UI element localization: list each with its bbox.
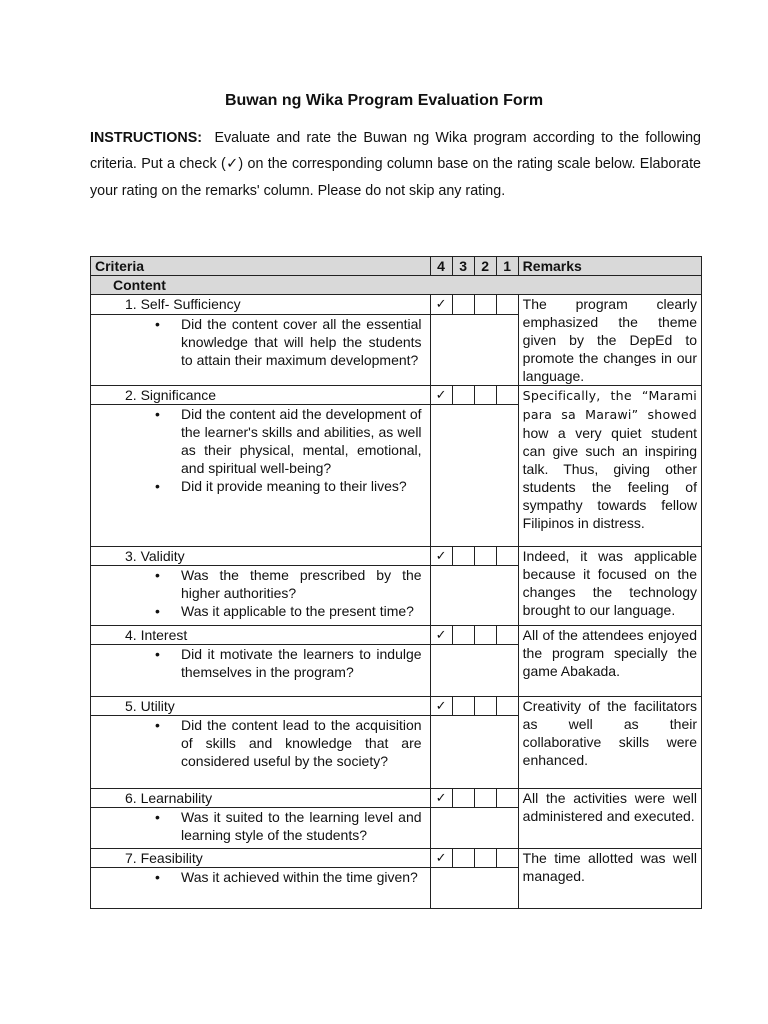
check-mark[interactable]: ✓ [430,547,452,566]
remark-cell: The time allotted was well managed. [518,849,701,909]
criteria-header: Criteria [91,257,431,276]
rating-cell-2[interactable] [474,697,496,716]
check-mark[interactable]: ✓ [430,697,452,716]
rating-cell-3[interactable] [452,626,474,645]
question-item: • Was it achieved within the time given? [181,868,422,886]
instructions [90,125,701,204]
rating-cell-2[interactable] [474,849,496,868]
criterion-title: 2. Significance [91,386,431,405]
question-cell [91,716,431,789]
remark-cell: Creativity of the facilitators as well as their collaborative skills were enhanced. [518,697,701,789]
criterion-row [91,849,702,868]
check-mark[interactable]: ✓ [430,386,452,405]
rating-blank [430,808,518,849]
rating-cell-2[interactable] [474,789,496,808]
question-item: • Did it provide meaning to their lives? [181,477,422,495]
section-row [91,276,702,295]
rating-cell-3[interactable] [452,697,474,716]
criterion-title: 7. Feasibility [91,849,431,868]
question-item: • Did the content lead to the acquisition of skills and knowledge that are considered useful by the society? [181,716,422,770]
rating-cell-3[interactable] [452,386,474,405]
rating-cell-2[interactable] [474,386,496,405]
rating-cell-3[interactable] [452,547,474,566]
criterion-title: 5. Utility [91,697,431,716]
criterion-row [91,626,702,645]
section-content-label: Content [91,276,702,295]
criterion-row [91,697,702,716]
question-item: • Was it applicable to the present time? [181,602,422,620]
rating-cell-1[interactable] [496,789,518,808]
question-item: • Was the theme prescribed by the higher authorities? [181,566,422,602]
remark-cell: The program clearly emphasized the theme given by the DepEd to promote the changes in our language. [518,295,701,386]
question-cell [91,315,431,386]
rating-blank [430,868,518,909]
check-mark[interactable]: ✓ [430,849,452,868]
criterion-title: 1. Self- Sufficiency [91,295,431,315]
check-mark[interactable]: ✓ [430,626,452,645]
criterion-row [91,547,702,566]
remark-cell: All of the attendees enjoyed the program specially the game Abakada. [518,626,701,697]
question-item: • Did the content aid the development of the learner's skills and abilities, as well as their physical, mental, emotional, and spiritual well-being? [181,405,422,477]
criterion-row [91,295,702,315]
criterion-row [91,386,702,405]
remark-part: how a very quiet student can give such an inspiring talk. Thus, giving other students the feeling of sympathy towards fellow Filipinos in distress. [522,425,697,531]
rating-cell-1[interactable] [496,295,518,315]
evaluation-table [90,256,702,909]
rating-cell-3[interactable] [452,789,474,808]
rating-blank [430,645,518,697]
rating-cell-1[interactable] [496,547,518,566]
rating-cell-1[interactable] [496,697,518,716]
rating-1-header: 1 [496,257,518,276]
instructions-label: INSTRUCTIONS: [90,130,202,146]
remark-cell [518,386,701,547]
header-row [91,257,702,276]
rating-3-header: 3 [452,257,474,276]
check-mark[interactable]: ✓ [430,295,452,315]
rating-cell-1[interactable] [496,386,518,405]
question-cell [91,405,431,547]
question-item: • Was it suited to the learning level and learning style of the students? [181,808,422,844]
criterion-title: 4. Interest [91,626,431,645]
instructions-text: Evaluate and rate the Buwan ng Wika program according to the following criteria. Put a check (✓) on the corresponding column base on the rating scale below. Elaborate your rating on the remarks' column. Please do not skip any rating. [90,130,701,199]
rating-4-header: 4 [430,257,452,276]
remark-cell: All the activities were well administered and executed. [518,789,701,849]
rating-blank [430,405,518,547]
rating-blank [430,566,518,626]
rating-cell-3[interactable] [452,295,474,315]
form-title: Buwan ng Wika Program Evaluation Form [224,92,544,109]
rating-cell-2[interactable] [474,295,496,315]
rating-cell-2[interactable] [474,547,496,566]
rating-2-header: 2 [474,257,496,276]
check-mark[interactable]: ✓ [430,789,452,808]
criterion-row [91,789,702,808]
question-cell [91,645,431,697]
rating-cell-2[interactable] [474,626,496,645]
question-cell [91,868,431,909]
remark-cell: Indeed, it was applicable because it focused on the changes the technology brought to our language. [518,547,701,626]
question-item: • Did it motivate the learners to indulge themselves in the program? [181,645,422,681]
question-item: • Did the content cover all the essential knowledge that will help the students to attain their maximum development? [181,315,422,369]
rating-cell-1[interactable] [496,626,518,645]
criterion-title: 6. Learnability [91,789,431,808]
rating-cell-3[interactable] [452,849,474,868]
criterion-title: 3. Validity [91,547,431,566]
remarks-header: Remarks [518,257,701,276]
rating-blank [430,716,518,789]
remark-part: Specifically, the “Marami para sa Marawi” showed [522,388,697,422]
rating-blank [430,315,518,386]
question-cell [91,808,431,849]
question-cell [91,566,431,626]
rating-cell-1[interactable] [496,849,518,868]
